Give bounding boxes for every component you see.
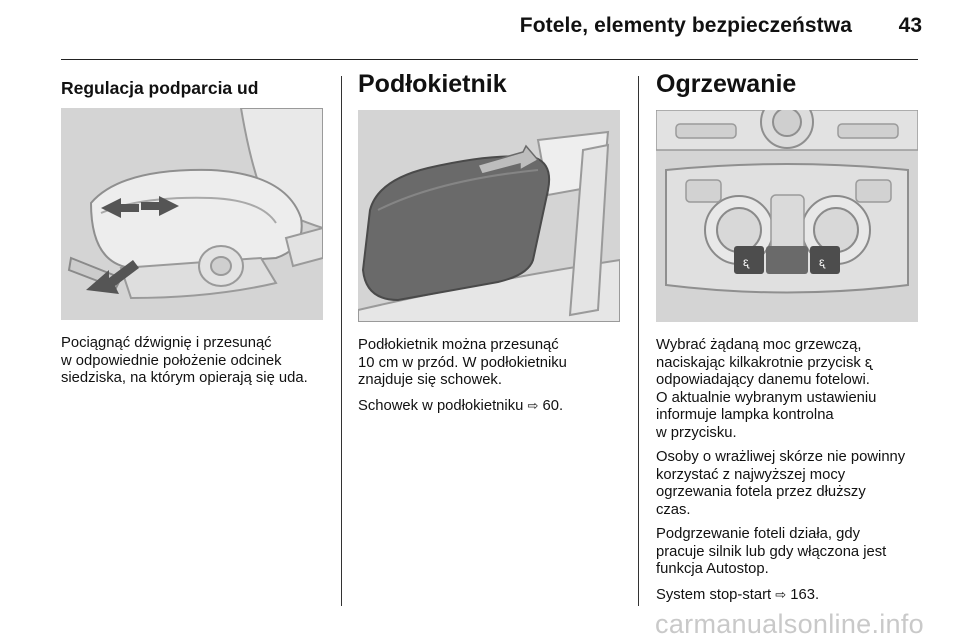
text-line: O aktualnie wybranym ustawieniu — [656, 389, 877, 406]
body-text — [358, 337, 622, 415]
text-line: odpowiadający danemu fotelowi. — [656, 372, 870, 388]
page-number: 43 — [898, 14, 922, 37]
column-divider-2 — [638, 76, 639, 606]
section-heading: Regulacja podparcia ud — [61, 78, 259, 98]
section-heading: Ogrzewanie — [656, 70, 797, 98]
text-line: w przycisku. — [656, 424, 737, 441]
column-divider-1 — [341, 76, 342, 606]
text-line: funkcja Autostop. — [656, 561, 769, 577]
column-thigh-support — [61, 70, 329, 395]
page-reference-icon: ⇨ — [527, 397, 539, 413]
reference-text: System stop-start — [656, 586, 772, 603]
text-line: pracuje silnik lub gdy włączona jest — [656, 543, 887, 560]
section-heading: Podłokietnik — [358, 70, 507, 98]
svg-text:ᶓ: ᶓ — [819, 255, 825, 269]
text-fragment: naciskając kilkakrotnie przycisk — [656, 354, 861, 371]
watermark: carmanualsonline.info — [655, 609, 924, 639]
text-line: Osoby o wrażliwej skórze nie powinny — [656, 449, 906, 465]
reference-line — [656, 586, 924, 605]
header-rule — [61, 59, 918, 60]
text-line: znajduje się schowek. — [358, 372, 502, 388]
seat-heating-icon: ᶓ — [864, 354, 872, 371]
reference-page[interactable]: 60. — [542, 397, 564, 414]
text-line: Podgrzewanie foteli działa, gdy — [656, 526, 860, 542]
text-line: 10 cm w przód. W podłokietniku — [358, 354, 567, 371]
header-title: Fotele, elementy bezpieczeństwa — [519, 14, 852, 37]
text-line: informuje lampka kontrolna — [656, 407, 834, 423]
svg-text:ᶓ: ᶓ — [743, 255, 749, 269]
page-reference-icon: ⇨ — [775, 586, 787, 602]
text-line: korzystać z najwyższej mocy — [656, 466, 846, 483]
text-line: siedziska, na którym opierają się uda. — [61, 370, 308, 386]
reference-line — [358, 397, 622, 416]
body-text — [61, 335, 329, 388]
reference-text: Schowek w podłokietniku — [358, 397, 524, 414]
text-line — [656, 355, 924, 373]
text-line: w odpowiednie położenie odcinek — [61, 352, 282, 369]
text-line: Podłokietnik można przesunąć — [358, 337, 559, 353]
column-heating — [656, 70, 924, 611]
column-armrest — [358, 70, 622, 422]
armrest-illustration — [358, 110, 620, 322]
reference-page[interactable]: 163. — [790, 586, 820, 603]
body-text — [656, 337, 924, 604]
text-line: Wybrać żądaną moc grzewczą, — [656, 337, 862, 353]
thigh-support-illustration — [61, 108, 323, 320]
text-line: czas. — [656, 501, 691, 518]
text-line: ogrzewania fotela przez dłuższy — [656, 484, 866, 500]
text-line: Pociągnąć dźwignię i przesunąć — [61, 335, 272, 351]
climate-panel-illustration — [656, 110, 918, 322]
